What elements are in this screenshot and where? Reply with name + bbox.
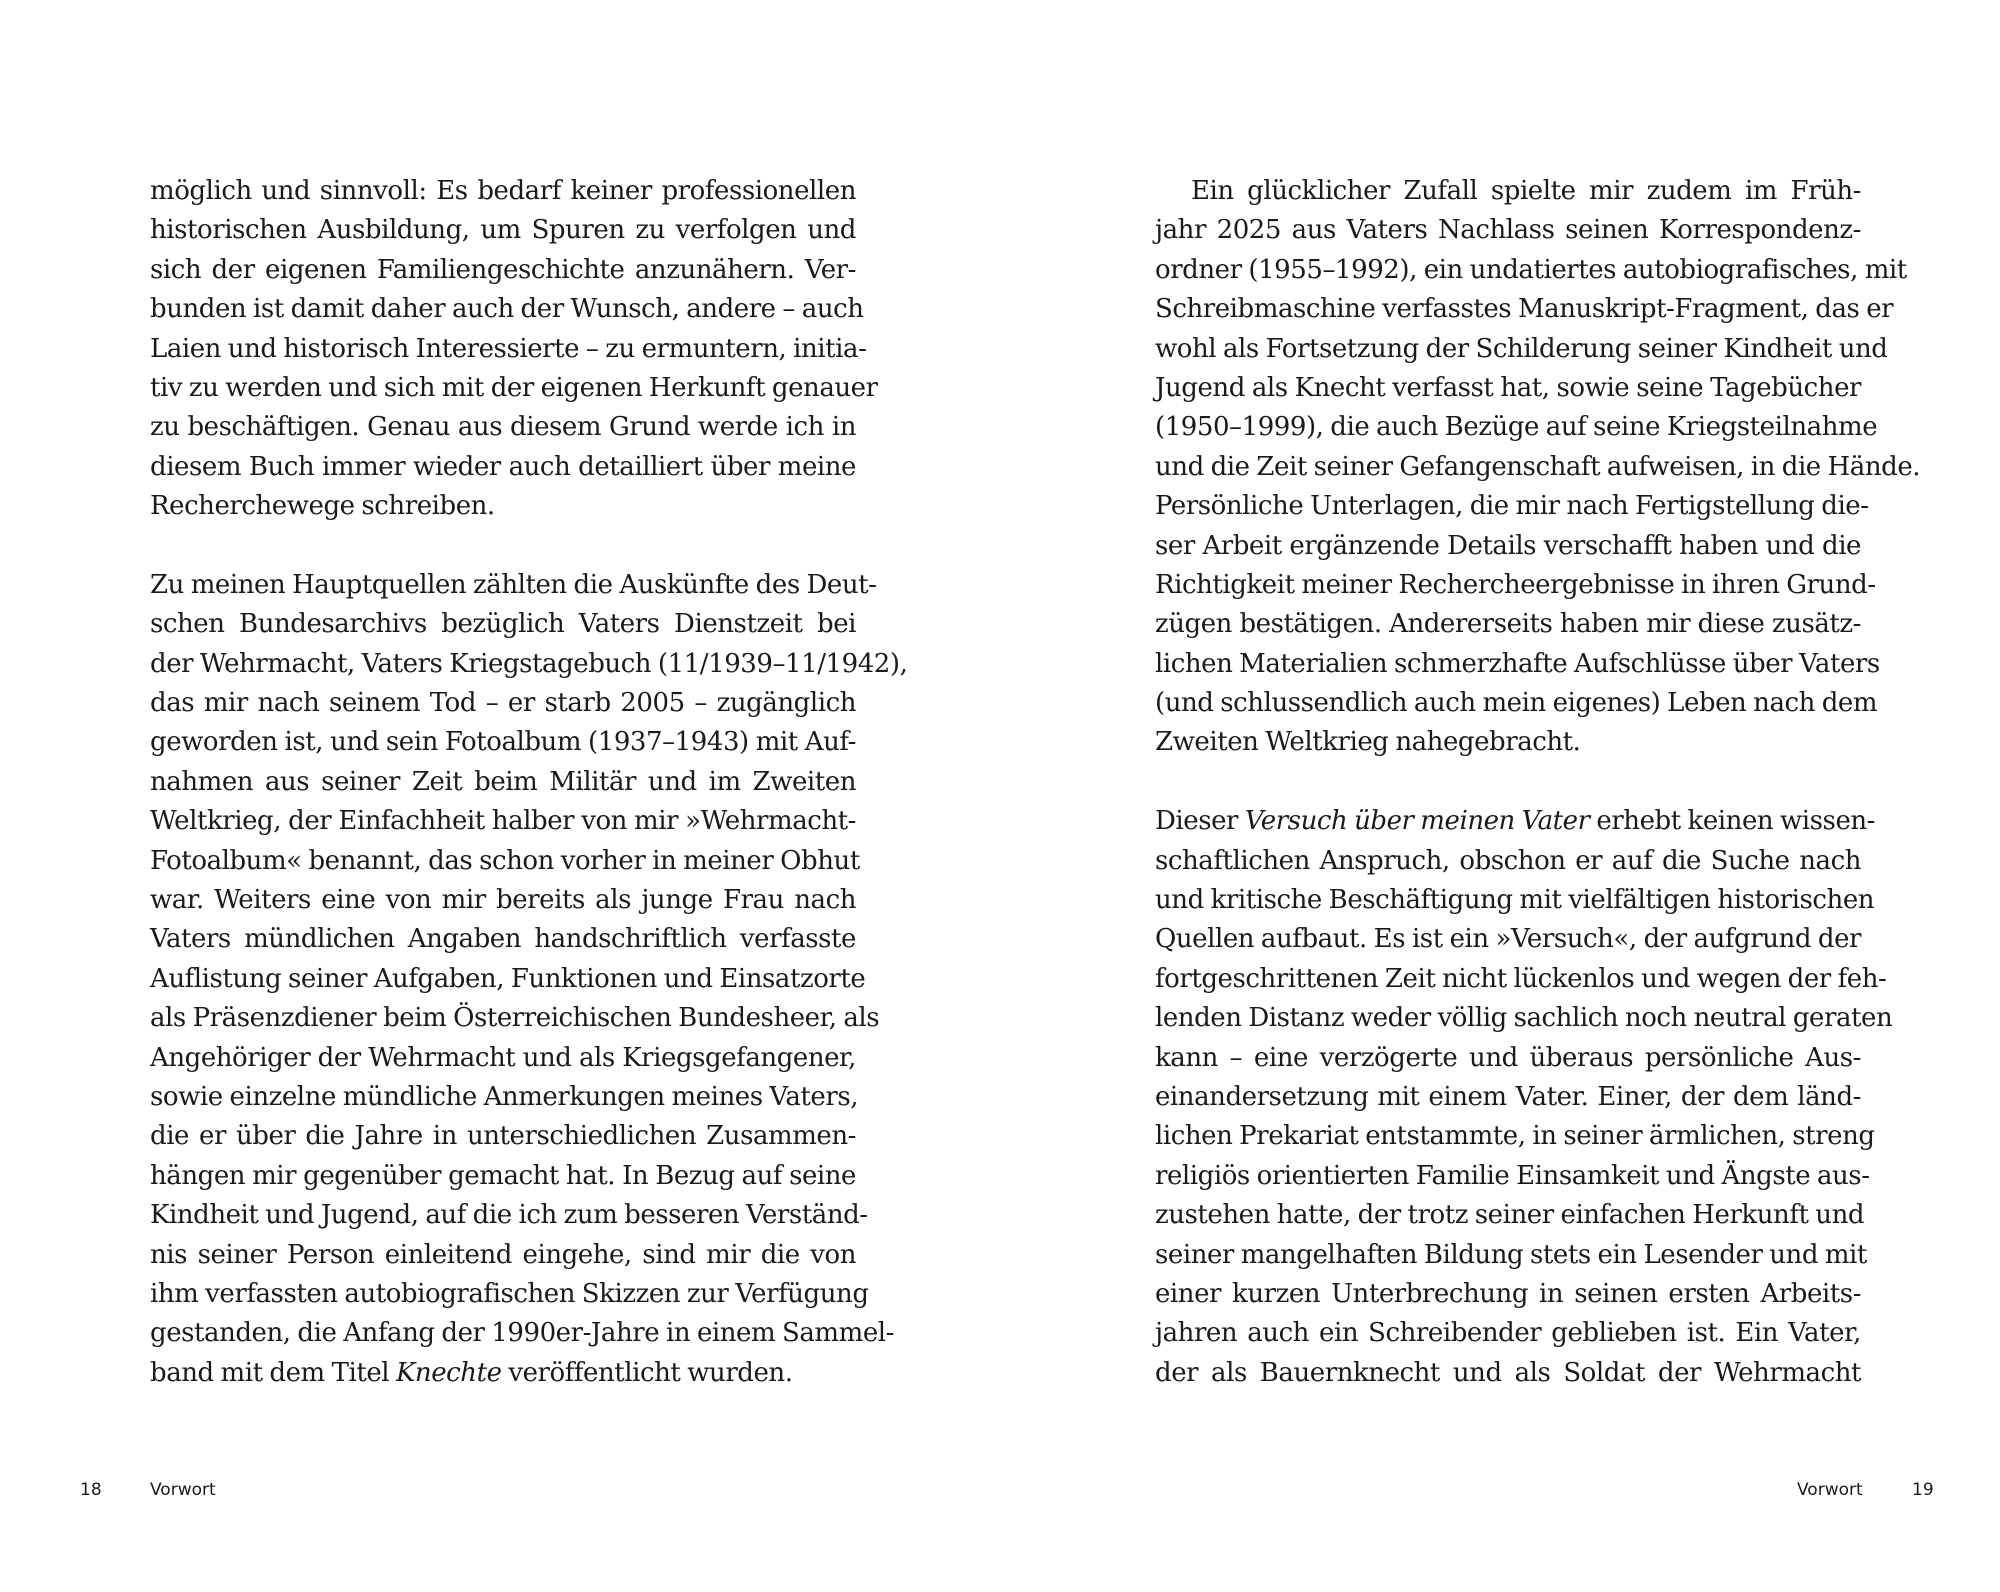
text-line: Kindheit und Jugend, auf die ich zum besseren Verständ-: [150, 1200, 868, 1231]
text-line: bunden ist damit daher auch der Wunsch, andere – auch: [150, 294, 864, 325]
text-line: Schreibmaschine verfasstes Manuskript-Fragment, das er: [1155, 294, 1894, 325]
text-line: als Präsenzdiener beim Österreichischen Bundesheer, als: [150, 1003, 880, 1034]
text-line: Weltkrieg, der Einfachheit halber von mir »Wehrmacht-: [150, 806, 856, 837]
text-line: war. Weiters eine von mir bereits als junge Frau nach: [150, 885, 856, 916]
text-line: tiv zu werden und sich mit der eigenen Herkunft genauer: [150, 372, 878, 403]
text-line: geworden ist, und sein Fotoalbum (1937–1943) mit Auf-: [150, 727, 856, 758]
right-page: [1000, 0, 2000, 1592]
text-line: Jugend als Knecht verfasst hat, sowie seine Tagebücher: [1155, 372, 1861, 403]
text-line: schen Bundesarchivs bezüglich Vaters Dienstzeit bei: [150, 609, 856, 640]
text-line: ser Arbeit ergänzende Details verschafft haben und die: [1155, 530, 1861, 561]
text-line: hängen mir gegenüber gemacht hat. In Bezug auf seine: [150, 1160, 856, 1191]
text-line: Vaters mündlichen Angaben handschriftlich verfasste: [150, 924, 856, 955]
text-line: Angehöriger der Wehrmacht und als Kriegsgefangener,: [150, 1042, 856, 1073]
text-fragment: band mit dem Titel: [150, 1357, 396, 1388]
text-line: religiös orientierten Familie Einsamkeit und Ängste aus-: [1155, 1160, 1870, 1191]
text-line: Fotoalbum« benannt, das schon vorher in meiner Obhut: [150, 845, 860, 876]
text-line: möglich und sinnvoll: Es bedarf keiner professionellen: [150, 176, 856, 206]
text-line: Persönliche Unterlagen, die mir nach Fertigstellung die-: [1155, 491, 1869, 522]
book-title-knechte: Knechte: [395, 1357, 502, 1388]
text-fragment: veröffentlicht wurden.: [501, 1357, 793, 1388]
text-line: zügen bestätigen. Andererseits haben mir diese zusätz-: [1155, 609, 1861, 640]
text-line: einer kurzen Unterbrechung in seinen ersten Arbeits-: [1155, 1278, 1861, 1309]
text-line: Zweiten Weltkrieg nahegebracht.: [1155, 727, 1581, 758]
text-line: gestanden, die Anfang der 1990er-Jahre in einem Sammel-: [150, 1318, 894, 1349]
text-line: Zu meinen Hauptquellen zählten die Auskünfte des Deut-: [150, 569, 877, 600]
text-line: historischen Ausbildung, um Spuren zu verfolgen und: [150, 215, 856, 246]
essay-title: Versuch über meinen Vater: [1244, 806, 1590, 837]
text-line: (und schlussendlich auch mein eigenes) Leben nach dem: [1155, 688, 1878, 719]
text-line: und kritische Beschäftigung mit vielfältigen historischen: [1155, 885, 1875, 916]
text-line: ordner (1955–1992), ein undatiertes autobiografisches, mit: [1155, 254, 1907, 285]
text-line: schaftlichen Anspruch, obschon er auf die Suche nach: [1155, 845, 1861, 876]
text-fragment: erhebt keinen wissen-: [1589, 806, 1876, 837]
page-number: 19: [1912, 1480, 1934, 1500]
text-line: (1950–1999), die auch Bezüge auf seine Kriegsteilnahme: [1155, 412, 1878, 443]
text-line: [150, 1354, 856, 1393]
text-line: zustehen hatte, der trotz seiner einfachen Herkunft und: [1155, 1200, 1865, 1231]
text-line: lichen Prekariat entstammte, in seiner ärmlichen, streng: [1155, 1121, 1875, 1152]
text-line: Laien und historisch Interessierte – zu ermuntern, initia-: [150, 333, 867, 364]
text-line: jahren auch ein Schreibender geblieben ist. Ein Vater,: [1155, 1318, 1861, 1349]
text-line: fortgeschrittenen Zeit nicht lückenlos und wegen der feh-: [1155, 963, 1887, 994]
text-line: Auflistung seiner Aufgaben, Funktionen und Einsatzorte: [150, 963, 866, 994]
paragraph-gap: [150, 527, 856, 566]
text-line: jahr 2025 aus Vaters Nachlass seinen Korrespondenz-: [1155, 215, 1861, 246]
text-line: sich der eigenen Familiengeschichte anzunähern. Ver-: [150, 254, 856, 285]
text-line: sowie einzelne mündliche Anmerkungen meines Vaters,: [150, 1081, 859, 1112]
text-line: Quellen aufbaut. Es ist ein »Versuch«, der aufgrund der: [1155, 924, 1861, 955]
text-line: Richtigkeit meiner Rechercheergebnisse in ihren Grund-: [1155, 569, 1876, 600]
text-line: [1155, 802, 1876, 841]
text-line: nahmen aus seiner Zeit beim Militär und im Zweiten: [150, 766, 856, 797]
text-line: wohl als Fortsetzung der Schilderung seiner Kindheit und: [1155, 333, 1888, 364]
text-line: nis seiner Person einleitend eingehe, sind mir die von: [150, 1239, 856, 1270]
running-head: Vorwort: [150, 1480, 216, 1500]
text-fragment: Dieser: [1155, 806, 1245, 837]
running-head: Vorwort: [1797, 1480, 1863, 1500]
text-line: seiner mangelhaften Bildung stets ein Lesender und mit: [1155, 1239, 1867, 1270]
text-line: und die Zeit seiner Gefangenschaft aufweisen, in die Hände.: [1155, 451, 1921, 482]
text-line: lenden Distanz weder völlig sachlich noch neutral geraten: [1155, 1003, 1893, 1034]
text-line: Recherchewege schreiben.: [150, 491, 495, 522]
text-line: Ein glücklicher Zufall spielte mir zudem im Früh-: [1191, 176, 1861, 206]
text-line: einandersetzung mit einem Vater. Einer, der dem länd-: [1155, 1081, 1861, 1112]
right-text-block: [1155, 172, 1921, 1393]
text-line: diesem Buch immer wieder auch detailliert über meine: [150, 451, 856, 482]
text-line: zu beschäftigen. Genau aus diesem Grund werde ich in: [150, 412, 856, 443]
text-line: die er über die Jahre in unterschiedlichen Zusammen-: [150, 1121, 856, 1152]
text-line: das mir nach seinem Tod – er starb 2005 – zugänglich: [150, 688, 856, 719]
text-line: kann – eine verzögerte und überaus persönliche Aus-: [1155, 1042, 1861, 1073]
text-line: der Wehrmacht, Vaters Kriegstagebuch (11/1939–11/1942),: [150, 648, 908, 679]
paragraph-gap: [1155, 763, 1861, 802]
page-number: 18: [80, 1480, 102, 1500]
left-text-block: [150, 172, 908, 1393]
text-line: ihm verfassten autobiografischen Skizzen zur Verfügung: [150, 1278, 869, 1309]
text-line: lichen Materialien schmerzhafte Aufschlüsse über Vaters: [1155, 648, 1880, 679]
text-line: der als Bauernknecht und als Soldat der Wehrmacht: [1155, 1357, 1861, 1388]
